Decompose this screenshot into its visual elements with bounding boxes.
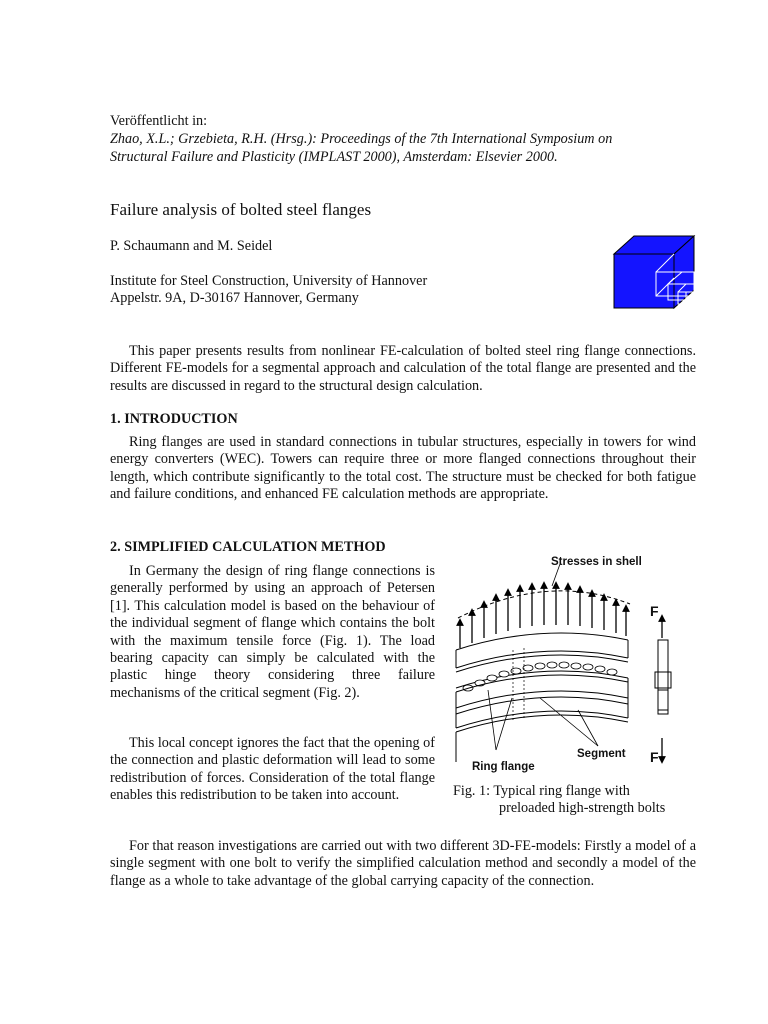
- citation-line-1: Zhao, X.L.; Grzebieta, R.H. (Hrsg.): Proceedings of the 7th International Symposium on: [110, 131, 613, 147]
- institute-line-1: Institute for Steel Construction, University of Hannover: [110, 273, 428, 289]
- figure-1-ring-flange: [448, 550, 698, 780]
- section-2-heading: 2. SIMPLIFIED CALCULATION METHOD: [110, 539, 386, 555]
- label-force-bottom: F: [650, 749, 659, 765]
- abstract: This paper presents results from nonlinear FE-calculation of bolted steel ring flange connections. Different FE-models for a segmental approach and calculation of the total flange are presented and the results are discussed in regard to the structural design calculation.: [110, 343, 696, 394]
- stress-arrows: [460, 585, 626, 648]
- cube-front-face: [614, 254, 674, 308]
- label-force-top: F: [650, 603, 659, 619]
- section-2-paragraph-3: For that reason investigations are carried out with two different 3D-FE-models: Firstly a model of a single segment with one bolt to verify the simplified calculation method and secondly a model of the flange as a whole to take advantage of the global carrying capacity of the connection.: [110, 838, 696, 889]
- section-2-paragraph-2: This local concept ignores the fact that the opening of the connection and plastic deformation will lead to some redistribution of forces. Consideration of the total flange enables this redistribution to be taken into account.: [110, 735, 435, 804]
- label-stresses-in-shell: Stresses in shell: [551, 556, 642, 568]
- section-1-paragraph: Ring flanges are used in standard connections in tubular structures, especially in towers for wind energy converters (WEC). Towers can require three or more flanged connections throughout their length, which contribute significantly to the total cost. The structure must be checked for both fatigue and failure conditions, and enhanced FE calculation methods are appropriate.: [110, 434, 696, 503]
- label-ring-flange: Ring flange: [472, 761, 535, 773]
- figure-1-caption-line-2: preloaded high-strength bolts: [499, 800, 666, 816]
- section-2-paragraph-1: In Germany the design of ring flange connections is generally performed by using an approach of Petersen [1]. This calculation model is based on the behaviour of the individual segment of flange which contains the bolt with the maximum tensile force (Fig. 1). The load bearing capacity can simply be calculated with the plastic hinge theory considering three failure mechanisms of the critical segment (Fig. 2).: [110, 563, 435, 701]
- section-1-heading: 1. INTRODUCTION: [110, 411, 238, 427]
- figure-1-caption-line-1: Fig. 1: Typical ring flange with: [453, 783, 630, 799]
- segment-side-view: [655, 640, 671, 714]
- cube-logo: [612, 234, 696, 310]
- authors: P. Schaumann and M. Seidel: [110, 238, 273, 254]
- label-segment: Segment: [577, 748, 626, 760]
- paper-title: Failure analysis of bolted steel flanges: [110, 200, 372, 219]
- citation-line-2: Structural Failure and Plasticity (IMPLAST 2000), Amsterdam: Elsevier 2000.: [110, 149, 558, 165]
- institute-line-2: Appelstr. 9A, D-30167 Hannover, Germany: [110, 290, 359, 306]
- publication-label: Veröffentlicht in:: [110, 113, 208, 129]
